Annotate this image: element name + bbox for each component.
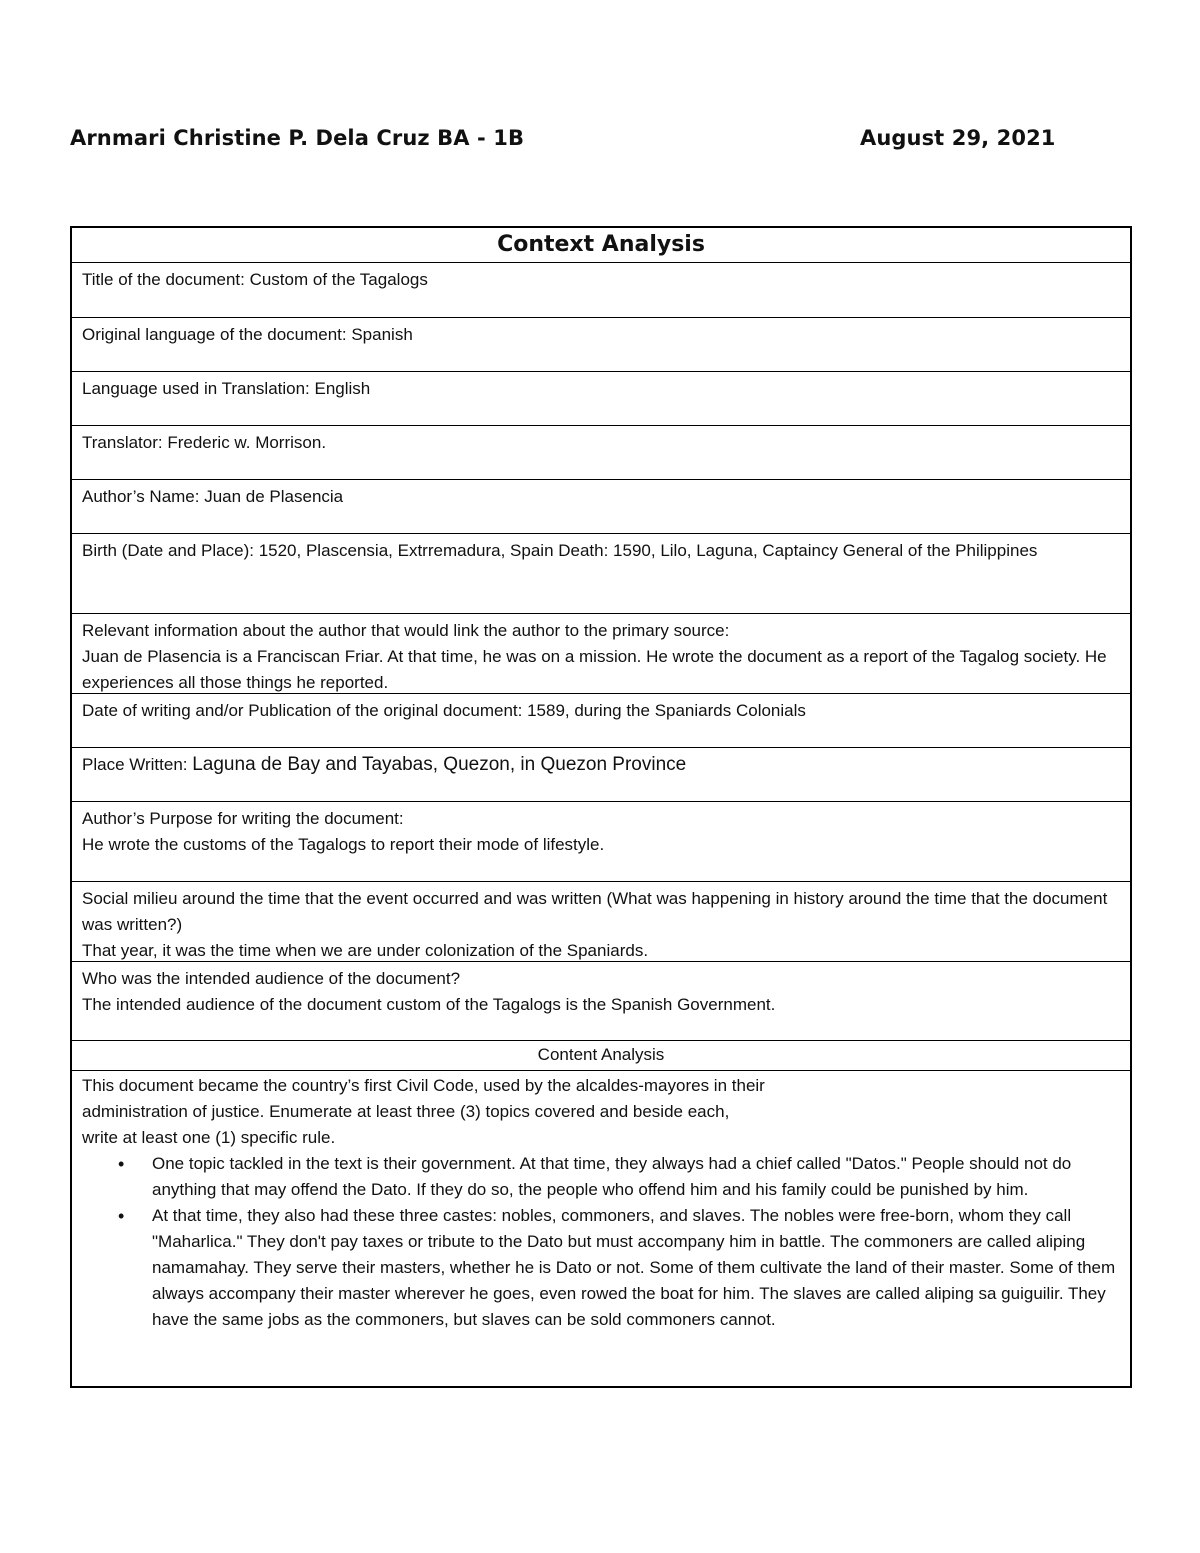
- date-of-writing-text: Date of writing and/or Publication of the original document: 1589, during the Spaniards Colonials: [82, 701, 806, 720]
- row-document-title: [72, 262, 1130, 317]
- row-translation-language: [72, 371, 1130, 425]
- row-birth: [72, 533, 1130, 613]
- topics-list: [82, 1151, 1120, 1333]
- author-purpose-text: He wrote the customs of the Tagalogs to report their mode of lifestyle.: [82, 835, 605, 854]
- content-intro-line: write at least one (1) specific rule.: [82, 1128, 336, 1147]
- place-written-label: Place Written:: [82, 755, 193, 774]
- content-analysis-title: Content Analysis: [72, 1040, 1130, 1070]
- content-intro-line: administration of justice. Enumerate at least three (3) topics covered and beside each,: [82, 1102, 730, 1121]
- topic-bullet-castes: • At that time, they also had these three castes: nobles, commoners, and slaves. The nobles were free-born, whom they call "Maharlica." They don't pay taxes or tribute to the Dato but must accompany him in battle. The commoners are called aliping namamahay. They serve their masters, whether he is Dato or not. Some of them cultivate the land of their master. Some of them always accompany their master wherever he goes, even rowed the boat for him. The slaves are called aliping sa guiguilir. They have the same jobs as the commoners, but slaves can be sold commoners cannot.: [152, 1203, 1120, 1333]
- row-author-name: [72, 479, 1130, 533]
- relevant-info-label: Relevant information about the author that would link the author to the primary source:: [82, 621, 730, 640]
- row-place-written: [72, 747, 1130, 801]
- document-title-text: Title of the document: Custom of the Tagalogs: [82, 270, 428, 289]
- intended-audience-label: Who was the intended audience of the document?: [82, 969, 461, 988]
- translation-language-text: Language used in Translation: English: [82, 379, 371, 398]
- intended-audience-text: The intended audience of the document custom of the Tagalogs is the Spanish Government.: [82, 995, 776, 1014]
- content-analysis-body: [72, 1070, 1130, 1386]
- date-heading: August 29, 2021: [860, 126, 1056, 150]
- row-original-language: [72, 317, 1130, 371]
- social-milieu-text: That year, it was the time when we are under colonization of the Spaniards.: [82, 941, 649, 960]
- topic-bullet-government: • One topic tackled in the text is their government. At that time, they always had a chief called "Datos." People should not do anything that may offend the Dato. If they do so, the people who offend him and his family could be punished by him.: [152, 1151, 1120, 1203]
- row-intended-audience: [72, 961, 1130, 1040]
- relevant-info-text: Juan de Plasencia is a Franciscan Friar. At that time, he was on a mission. He wrote the document as a report of the Tagalog society. He experiences all those things he reported.: [82, 647, 1107, 692]
- table-title: Context Analysis: [497, 232, 705, 257]
- row-translator: [72, 425, 1130, 479]
- row-social-milieu: [72, 881, 1130, 961]
- author-name-text: Author’s Name: Juan de Plasencia: [82, 487, 344, 506]
- birth-text: Birth (Date and Place): 1520, Plascensia, Extrremadura, Spain Death: 1590, Lilo, Laguna, Captaincy General of the Philippines: [82, 541, 1038, 560]
- place-written-value: Laguna de Bay and Tayabas, Quezon, in Quezon Province: [192, 754, 687, 775]
- context-analysis-table: [70, 226, 1132, 1388]
- original-language-text: Original language of the document: Spanish: [82, 325, 413, 344]
- row-author-purpose: [72, 801, 1130, 881]
- author-purpose-label: Author’s Purpose for writing the document:: [82, 809, 404, 828]
- social-milieu-label: Social milieu around the time that the event occurred and was written (What was happening in history around the time that the document was written?): [82, 889, 1108, 934]
- translator-text: Translator: Frederic w. Morrison.: [82, 433, 327, 452]
- row-relevant-information: [72, 613, 1130, 693]
- student-name-heading: Arnmari Christine P. Dela Cruz BA - 1B: [70, 126, 525, 150]
- content-intro-line: This document became the country’s first Civil Code, used by the alcaldes-mayores in their: [82, 1076, 765, 1095]
- row-date-of-writing: [72, 693, 1130, 747]
